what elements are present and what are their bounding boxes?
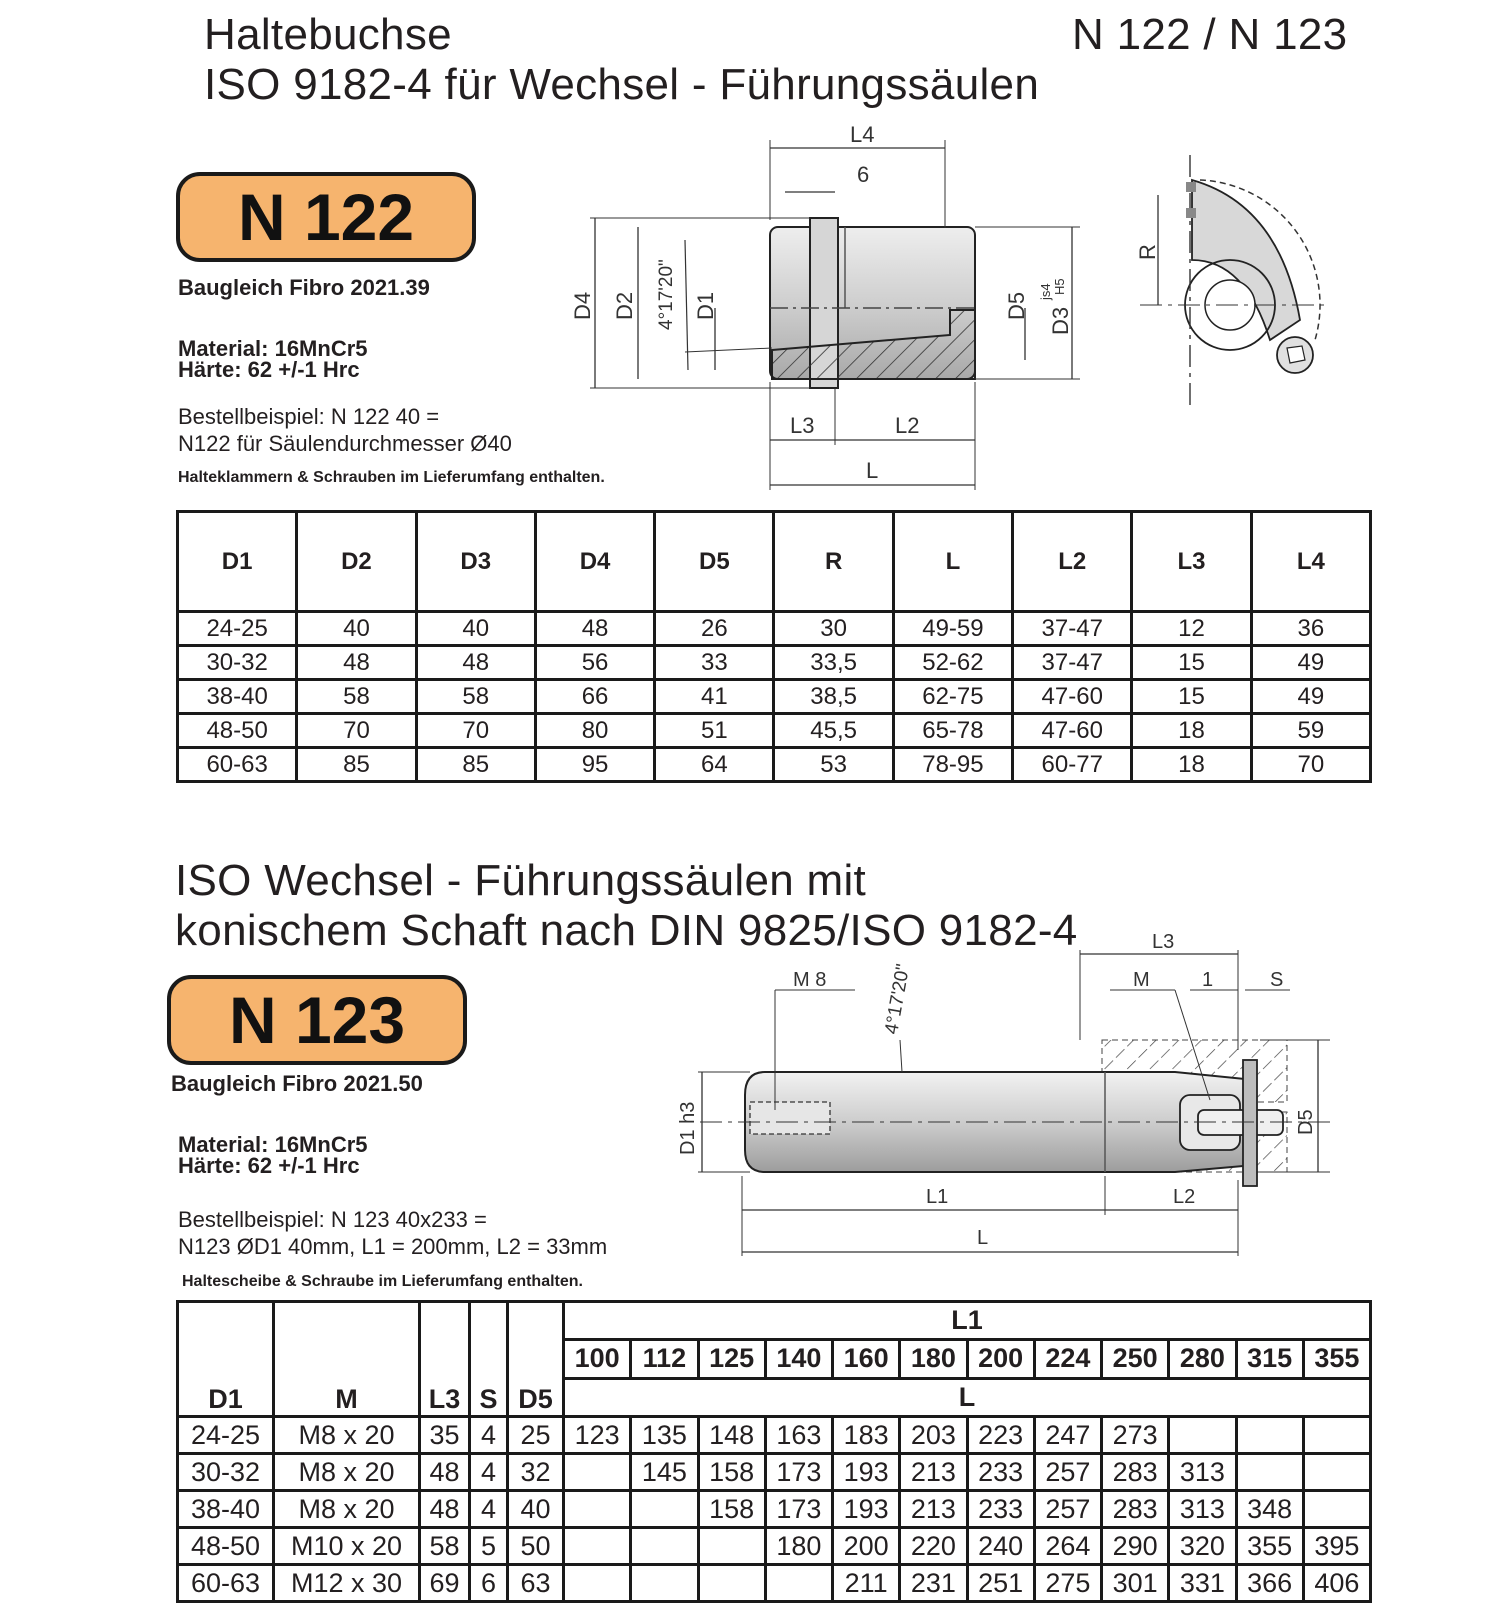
cell-m: M8 x 20 [274,1417,420,1454]
table-cell: 30 [774,612,893,646]
n122-haerte: Härte: 62 +/-1 Hrc [178,357,360,382]
table-cell: 45,5 [774,714,893,748]
dim-D1h3: D1 h3 [677,1101,699,1155]
col-header: D4 [535,512,654,612]
table-cell: 58 [416,680,535,714]
cell-length: 211 [833,1565,900,1602]
n123-badge: N 123 [167,975,467,1065]
table-cell: 53 [774,748,893,782]
col-S: S [470,1302,508,1417]
table-row [178,1417,1371,1454]
cell-s: 6 [470,1565,508,1602]
table-cell: 15 [1132,680,1251,714]
cell-length: 275 [1034,1565,1101,1602]
cell-length: 193 [833,1454,900,1491]
cell-s: 4 [470,1491,508,1528]
cell-length: 395 [1303,1528,1370,1565]
table-cell: 58 [297,680,416,714]
cell-length: 355 [1236,1528,1303,1565]
l1-value-header: 224 [1034,1340,1101,1378]
dim-M: M [1133,969,1150,991]
cell-length: 313 [1169,1491,1236,1528]
table-row [178,748,1371,782]
dim-1: 1 [1202,969,1214,991]
col-D1: D1 [178,1302,274,1417]
cell-length: 257 [1034,1491,1101,1528]
cell-d5: 40 [508,1491,564,1528]
l1-value-header: 160 [833,1340,900,1378]
n123-order-example-detail: N123 ØD1 40mm, L1 = 200mm, L2 = 33mm [178,1234,608,1259]
n123-material: Material: 16MnCr5 [178,1132,368,1157]
col-L3: L3 [420,1302,470,1417]
l1-value-header: 200 [967,1340,1034,1378]
cell-length: 320 [1169,1528,1236,1565]
table-cell: 36 [1251,612,1370,646]
table-row [178,612,1371,646]
col-header: D3 [416,512,535,612]
n123-technical-drawing [677,931,1390,1290]
table-cell: 47-60 [1013,680,1132,714]
l1-value-header: 250 [1102,1340,1169,1378]
n123-haerte: Härte: 62 +/-1 Hrc [178,1153,360,1178]
dim-D3: D3 [1048,306,1073,335]
cell-length: 331 [1169,1565,1236,1602]
cell-length: 183 [833,1417,900,1454]
cell-length: 180 [765,1528,832,1565]
l1-value-header: 280 [1169,1340,1236,1378]
table-cell: 47-60 [1013,714,1132,748]
n123-baugleich: Baugleich Fibro 2021.50 [171,1071,423,1096]
dim-L: L [866,458,879,483]
cell-length: 231 [900,1565,967,1602]
table-cell: 18 [1132,748,1251,782]
cell-length [1303,1417,1370,1454]
table-row [178,1454,1371,1491]
l1-value-header: 125 [698,1340,765,1378]
dim-D5: D5 [1004,291,1029,320]
cell-length: 264 [1034,1528,1101,1565]
page-title-line2: ISO 9182-4 für Wechsel - Führungssäulen [204,60,1040,109]
cell-length: 313 [1169,1454,1236,1491]
table-cell: 56 [535,646,654,680]
col-header: L2 [1013,512,1132,612]
cell-length [1236,1454,1303,1491]
cell-d1: 24-25 [178,1417,274,1454]
table-cell: 85 [416,748,535,782]
cell-d5: 50 [508,1528,564,1565]
cell-length [564,1565,631,1602]
cell-l3: 48 [420,1454,470,1491]
dim-D2: D2 [612,291,637,320]
cell-length: 233 [967,1454,1034,1491]
cell-length: 348 [1236,1491,1303,1528]
dim-R: R [1135,244,1160,260]
cell-length [564,1454,631,1491]
cell-length: 213 [900,1491,967,1528]
cell-length [1169,1417,1236,1454]
col-D5: D5 [508,1302,564,1417]
cell-length: 283 [1102,1491,1169,1528]
cell-d1: 60-63 [178,1565,274,1602]
table-cell: 12 [1132,612,1251,646]
table-cell: 80 [535,714,654,748]
cell-l3: 58 [420,1528,470,1565]
dim-L1: L1 [926,1186,949,1208]
col-M: M [274,1302,420,1417]
dim-D4: D4 [570,291,595,320]
table-cell: 49 [1251,680,1370,714]
cell-d5: 32 [508,1454,564,1491]
dim-L3-2: L3 [1152,931,1175,953]
n122-dimension-table [176,510,1372,783]
cell-length: 135 [631,1417,698,1454]
cell-length: 145 [631,1454,698,1491]
l1-value-header: 355 [1303,1340,1370,1378]
n122-delivery-note: Halteklammern & Schrauben im Lieferumfang enthalten. [178,469,605,486]
table-cell: 59 [1251,714,1370,748]
table-cell: 33 [655,646,774,680]
cell-d5: 63 [508,1565,564,1602]
n122-material: Material: 16MnCr5 [178,336,368,361]
n122-baugleich: Baugleich Fibro 2021.39 [178,275,430,300]
col-header: R [774,512,893,612]
table-cell: 78-95 [893,748,1012,782]
col-header: L4 [1251,512,1370,612]
l1-value-header: 180 [900,1340,967,1378]
col-group-L: L [564,1378,1371,1416]
cell-length: 301 [1102,1565,1169,1602]
cell-d5: 25 [508,1417,564,1454]
table-row [178,1565,1371,1602]
cell-length: 240 [967,1528,1034,1565]
table-cell: 15 [1132,646,1251,680]
dim-angle-2: 4°17'20" [881,962,915,1036]
table-cell: 48-50 [178,714,297,748]
cell-length: 173 [765,1491,832,1528]
table-cell: 38,5 [774,680,893,714]
table-row [178,680,1371,714]
table-cell: 26 [655,612,774,646]
dim-L2-2: L2 [1173,1186,1196,1208]
cell-d1: 30-32 [178,1454,274,1491]
cell-length: 203 [900,1417,967,1454]
cell-m: M8 x 20 [274,1491,420,1528]
dim-angle: 4°17'20" [656,259,677,330]
cell-length: 223 [967,1417,1034,1454]
table-cell: 70 [297,714,416,748]
cell-length: 158 [698,1454,765,1491]
page-title-line1: Haltebuchse [204,10,452,59]
n122-technical-drawing [570,120,1380,505]
product-codes: N 122 / N 123 [1072,10,1348,59]
cell-l3: 69 [420,1565,470,1602]
table-cell: 62-75 [893,680,1012,714]
dim-L2: L2 [895,413,920,438]
cell-length [564,1491,631,1528]
table-cell: 38-40 [178,680,297,714]
col-header: D1 [178,512,297,612]
n123-length-table [176,1300,1372,1603]
table-cell: 49-59 [893,612,1012,646]
cell-length [1303,1454,1370,1491]
cell-length: 123 [564,1417,631,1454]
col-header: D5 [655,512,774,612]
col-header: D2 [297,512,416,612]
cell-length [631,1528,698,1565]
n123-title-line1: ISO Wechsel - Führungssäulen mit [175,856,867,905]
table-cell: 64 [655,748,774,782]
l1-value-header: 100 [564,1340,631,1378]
table-cell: 51 [655,714,774,748]
cell-length: 257 [1034,1454,1101,1491]
cell-length: 283 [1102,1454,1169,1491]
table-cell: 37-47 [1013,646,1132,680]
table-cell: 48 [297,646,416,680]
dim-S: S [1270,969,1284,991]
cell-length: 173 [765,1454,832,1491]
dim-js4: js4 [1038,283,1053,300]
cell-length: 163 [765,1417,832,1454]
cell-length [631,1491,698,1528]
n123-delivery-note: Haltescheibe & Schraube im Lieferumfang enthalten. [182,1273,583,1290]
n122-order-example: Bestellbeispiel: N 122 40 = [178,404,440,429]
dim-L-2: L [977,1227,989,1249]
cell-m: M8 x 20 [274,1454,420,1491]
dim-M8: M 8 [793,969,827,991]
cell-s: 4 [470,1454,508,1491]
table-cell: 40 [416,612,535,646]
table-row [178,646,1371,680]
cell-length: 251 [967,1565,1034,1602]
l1-value-header: 112 [631,1340,698,1378]
dim-H5: H5 [1052,278,1067,295]
table-cell: 85 [297,748,416,782]
cell-l3: 48 [420,1491,470,1528]
cell-length: 247 [1034,1417,1101,1454]
dim-L4: L4 [850,122,875,147]
table-cell: 70 [416,714,535,748]
cell-length [698,1528,765,1565]
cell-m: M12 x 30 [274,1565,420,1602]
cell-s: 4 [470,1417,508,1454]
cell-length: 366 [1236,1565,1303,1602]
dim-D1: D1 [693,291,718,320]
n123-order-example: Bestellbeispiel: N 123 40x233 = [178,1207,487,1232]
table-cell: 48 [535,612,654,646]
n122-badge: N 122 [176,172,476,262]
dim-D5-2: D5 [1295,1109,1317,1135]
table-cell: 37-47 [1013,612,1132,646]
col-header: L3 [1132,512,1251,612]
table-cell: 18 [1132,714,1251,748]
cell-length [1236,1417,1303,1454]
table-cell: 33,5 [774,646,893,680]
table-cell: 95 [535,748,654,782]
cell-m: M10 x 20 [274,1528,420,1565]
cell-length [564,1528,631,1565]
cell-length [1303,1491,1370,1528]
table-cell: 41 [655,680,774,714]
table-cell: 65-78 [893,714,1012,748]
col-header: L [893,512,1012,612]
cell-length [698,1565,765,1602]
table-cell: 48 [416,646,535,680]
cell-length: 406 [1303,1565,1370,1602]
table-cell: 30-32 [178,646,297,680]
cell-l3: 35 [420,1417,470,1454]
table-cell: 70 [1251,748,1370,782]
table-cell: 52-62 [893,646,1012,680]
cell-length: 158 [698,1491,765,1528]
dim-L3: L3 [790,413,815,438]
n122-order-example-detail: N122 für Säulendurchmesser Ø40 [178,431,512,456]
col-group-L1: L1 [564,1302,1371,1340]
l1-value-header: 315 [1236,1340,1303,1378]
dim-6: 6 [857,162,870,187]
table-row [178,714,1371,748]
cell-s: 5 [470,1528,508,1565]
cell-length: 200 [833,1528,900,1565]
cell-length: 233 [967,1491,1034,1528]
cell-length: 213 [900,1454,967,1491]
cell-length [631,1565,698,1602]
table-cell: 49 [1251,646,1370,680]
cell-length: 290 [1102,1528,1169,1565]
table-cell: 24-25 [178,612,297,646]
table-cell: 60-63 [178,748,297,782]
cell-length: 193 [833,1491,900,1528]
n123-title-line2: konischem Schaft nach DIN 9825/ISO 9182-4 [175,906,1078,955]
table-cell: 40 [297,612,416,646]
table-row [178,1528,1371,1565]
cell-length: 220 [900,1528,967,1565]
cell-length: 148 [698,1417,765,1454]
l1-value-header: 140 [765,1340,832,1378]
cell-d1: 38-40 [178,1491,274,1528]
cell-length [765,1565,832,1602]
table-cell: 66 [535,680,654,714]
cell-length: 273 [1102,1417,1169,1454]
table-cell: 60-77 [1013,748,1132,782]
table-row [178,1491,1371,1528]
cell-d1: 48-50 [178,1528,274,1565]
